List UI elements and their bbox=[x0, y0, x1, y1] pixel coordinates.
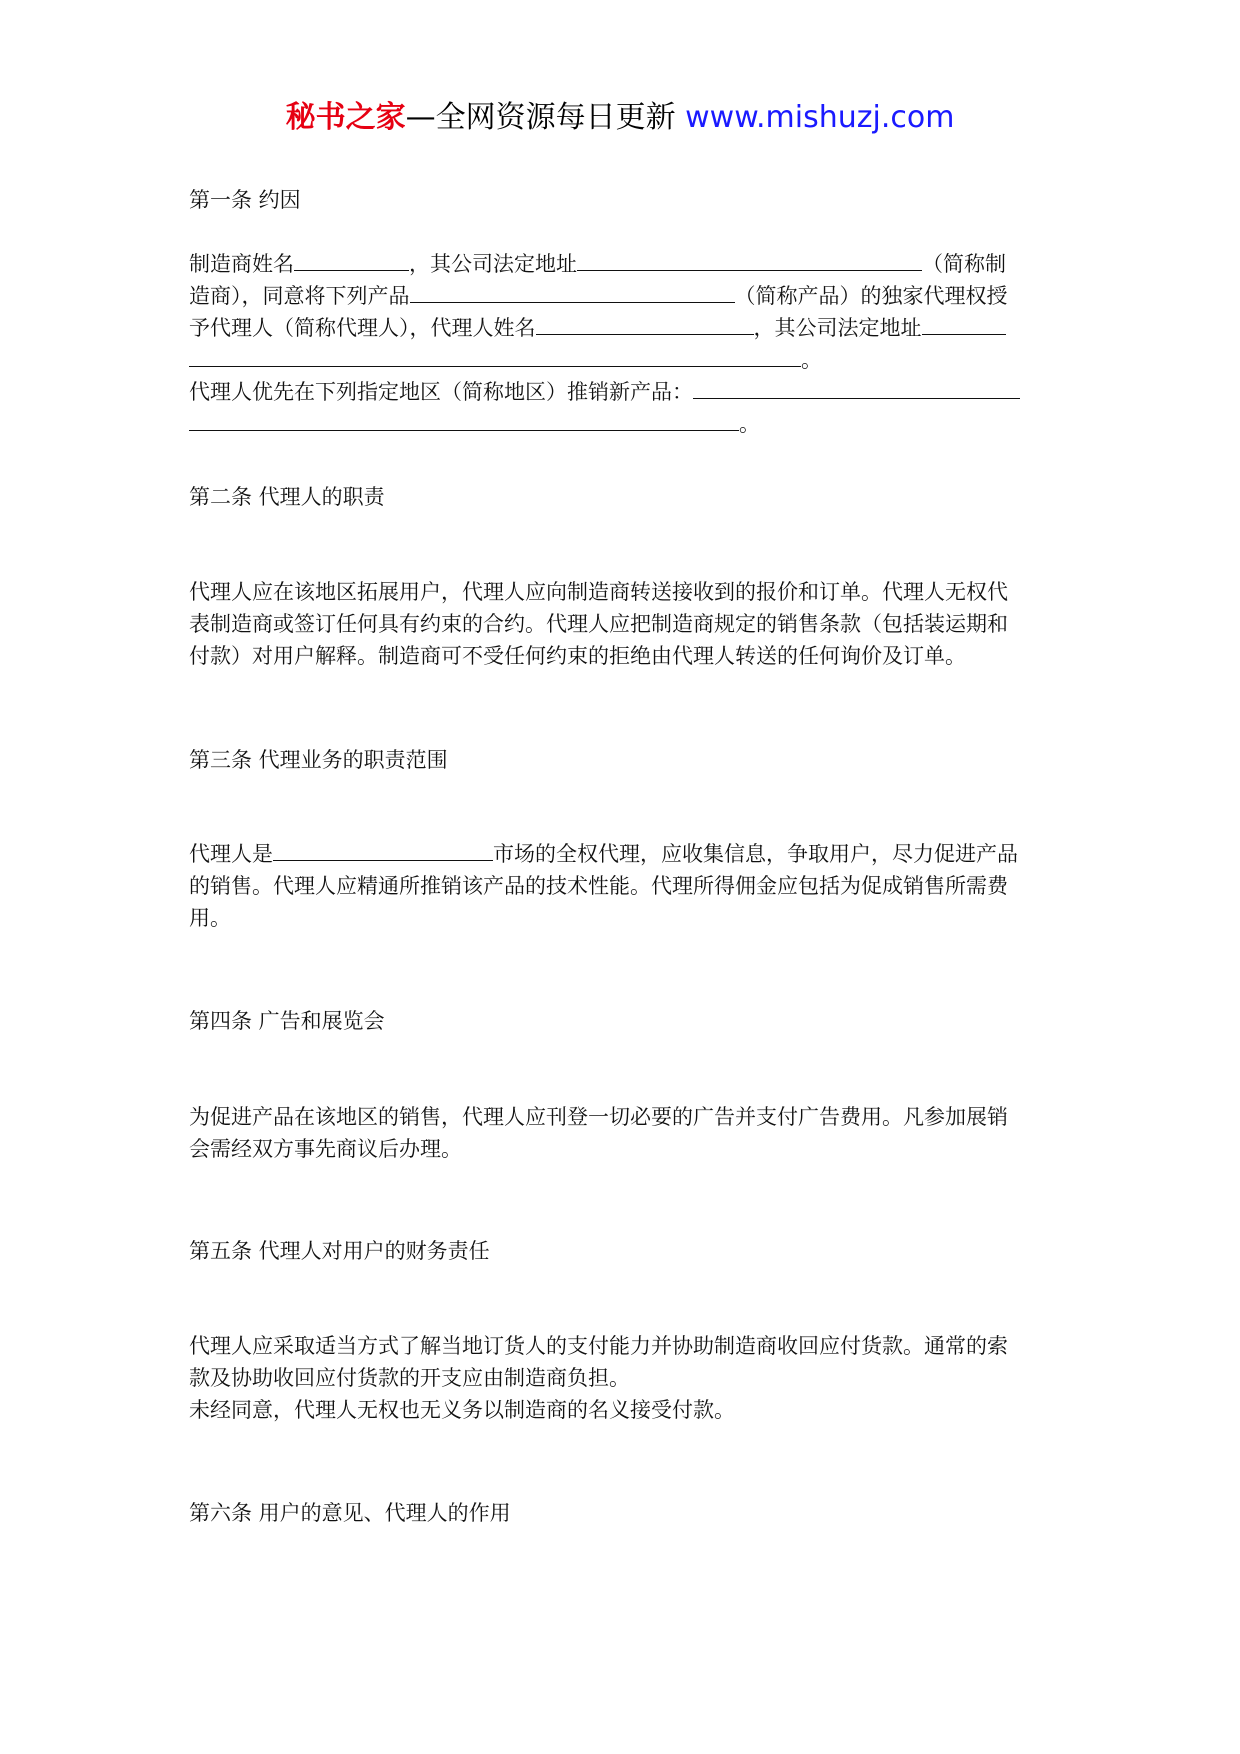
article-2-body: 代理人应在该地区拓展用户，代理人应向制造商转送接收到的报价和订单。代理人无权代 表制造商或签订任何具有约束的合约。代理人应把制造商规定的销售条款（包括装运期和 付款）对用户解释。制造商可不受任何约束的拒绝由代理人转送的任何询价及订单。 bbox=[189, 580, 1008, 668]
article-1-line-2: 造商），同意将下列产品 （简称产品）的独家代理权授 bbox=[189, 280, 1049, 312]
agent-name-blank bbox=[536, 312, 754, 335]
page-header bbox=[0, 98, 1240, 138]
product-blank bbox=[410, 280, 735, 303]
article-2-title: 第二条 代理人的职责 bbox=[189, 485, 385, 509]
market-blank bbox=[273, 838, 493, 861]
brand-name: 秘书之家 bbox=[285, 100, 406, 135]
header-slogan: —全网资源每日更新 bbox=[405, 100, 686, 135]
article-1-line-4: 。 bbox=[189, 344, 1049, 376]
article-1-line-3: 予代理人（简称代理人），代理人姓名 ，其公司法定地址 bbox=[189, 312, 1049, 344]
article-1-line-5: 代理人优先在下列指定地区（简称地区）推销新产品： bbox=[189, 376, 1049, 408]
article-1-line-6: 。 bbox=[189, 408, 1049, 440]
agent-address-blank-cont bbox=[189, 344, 801, 367]
agent-address-blank bbox=[922, 312, 1006, 335]
article-1-line-1: 制造商姓名 ，其公司法定地址 （简称制 bbox=[189, 248, 1049, 280]
article-4-body: 为促进产品在该地区的销售，代理人应刊登一切必要的广告并支付广告费用。凡参加展销 会需经双方事先商议后办理。 bbox=[189, 1105, 1008, 1161]
article-5-title: 第五条 代理人对用户的财务责任 bbox=[189, 1239, 490, 1263]
article-1-body bbox=[189, 248, 1049, 440]
article-3-line-1: 代理人是 市场的全权代理，应收集信息，争取用户，尽力促进产品 bbox=[189, 838, 1049, 870]
article-3-body: 代理人是 市场的全权代理，应收集信息，争取用户，尽力促进产品 的销售。代理人应精通所推销该产品的技术性能。代理所得佣金应包括为促成销售所需费 用。 bbox=[189, 838, 1049, 934]
article-5-body: 代理人应采取适当方式了解当地订货人的支付能力并协助制造商收回应付货款。通常的索 款及协助收回应付货款的开支应由制造商负担。 未经同意，代理人无权也无义务以制造商的名义接受付款。 bbox=[189, 1334, 1008, 1422]
article-4-title: 第四条 广告和展览会 bbox=[189, 1009, 385, 1033]
manufacturer-address-blank bbox=[577, 248, 922, 271]
manufacturer-name-blank bbox=[294, 248, 409, 271]
territory-blank-cont bbox=[189, 408, 739, 431]
article-6-title: 第六条 用户的意见、代理人的作用 bbox=[189, 1501, 511, 1525]
website-link[interactable]: www.mishuzj.com bbox=[685, 100, 955, 135]
article-1-title: 第一条 约因 bbox=[189, 188, 301, 212]
article-3-title: 第三条 代理业务的职责范围 bbox=[189, 748, 448, 772]
territory-blank bbox=[693, 376, 1020, 399]
